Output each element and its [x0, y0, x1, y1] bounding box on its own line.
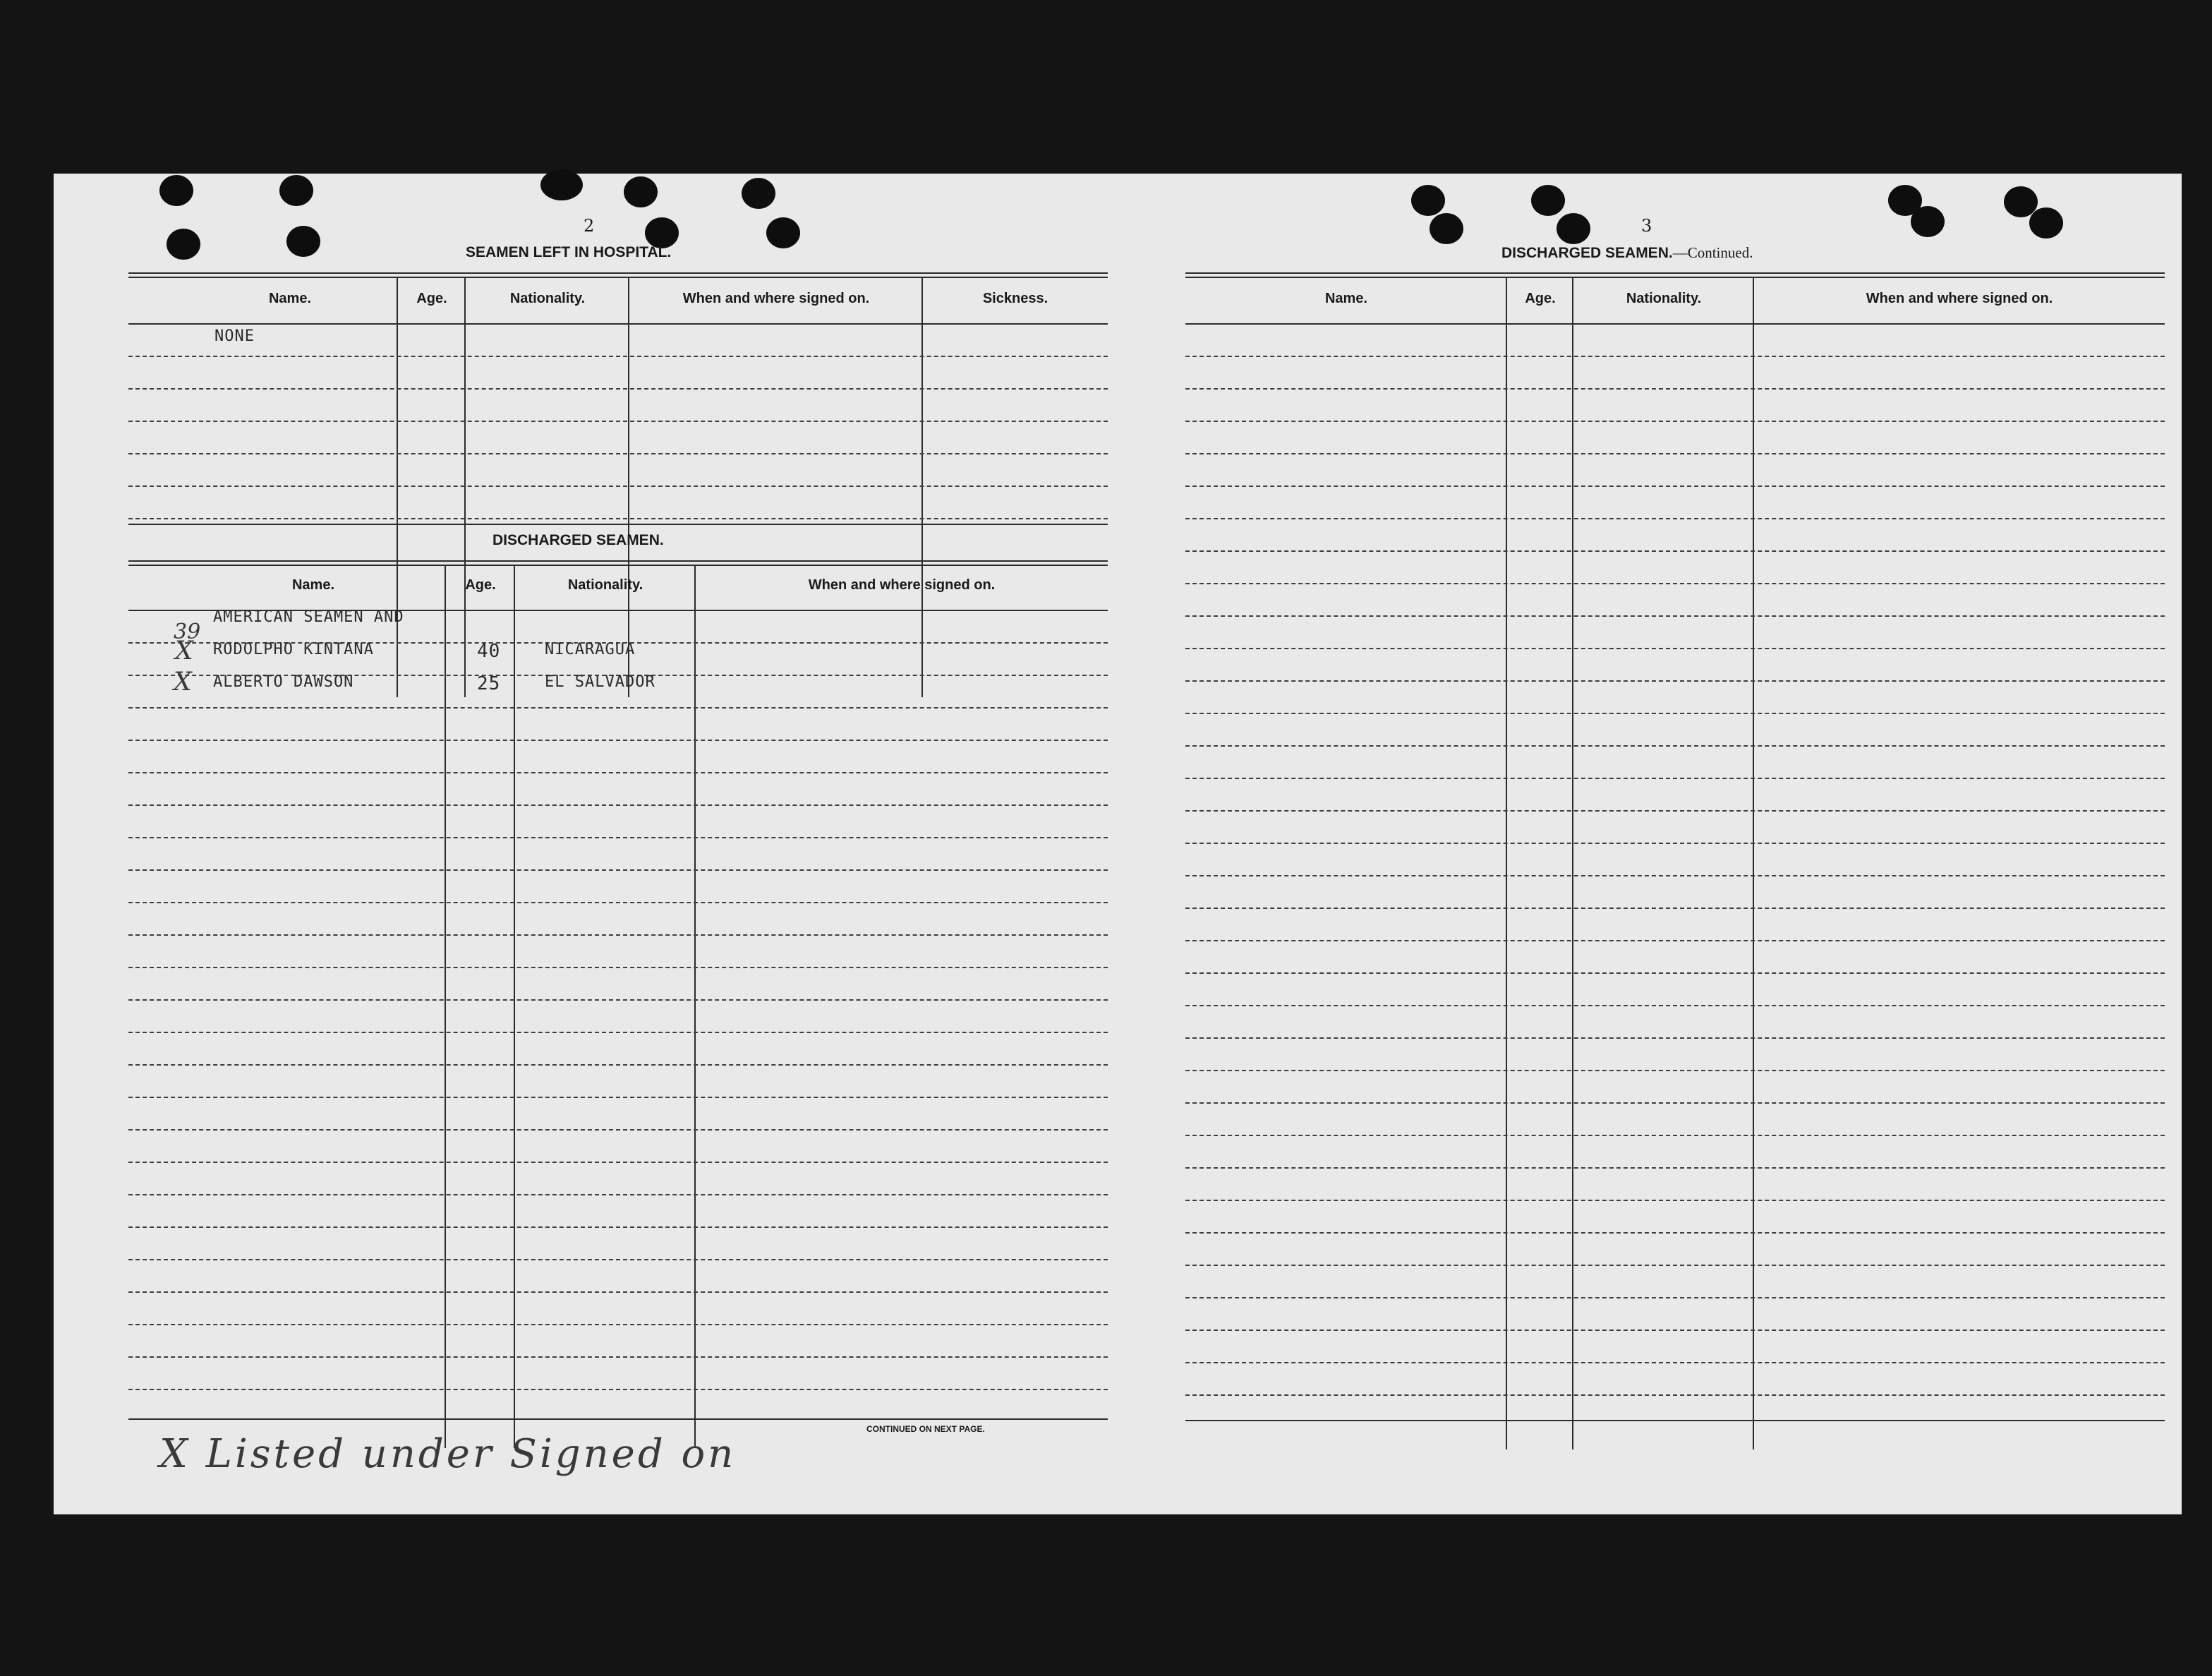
- right-header-signed-on: When and where signed on.: [1866, 291, 2053, 306]
- row-line: [128, 518, 1108, 519]
- right-header-age: Age.: [1525, 291, 1556, 306]
- row-line: [128, 1356, 1108, 1358]
- row-line: [1185, 421, 2165, 422]
- row-line: [128, 934, 1108, 936]
- row-line: [1185, 356, 2165, 357]
- row-line: [1185, 972, 2165, 974]
- punch-hole: [1531, 185, 1565, 216]
- hospital-section-title: SEAMEN LEFT IN HOSPITAL.: [466, 244, 672, 260]
- row-line: [128, 1291, 1108, 1293]
- discharged-table-bottom-rule: [128, 1418, 1108, 1420]
- punch-hole: [1911, 206, 1945, 237]
- row-line: [1185, 388, 2165, 390]
- row-line: [128, 804, 1108, 806]
- row-line: [1185, 778, 2165, 779]
- row-line: [1185, 875, 2165, 876]
- row-line: [128, 1162, 1108, 1163]
- row-line: [1185, 1200, 2165, 1201]
- row-line: [1185, 810, 2165, 812]
- column-divider: [921, 278, 923, 697]
- row-line: [1185, 1362, 2165, 1363]
- check-mark: X: [175, 637, 193, 665]
- row-line: [128, 967, 1108, 968]
- row-line: [128, 486, 1108, 487]
- column-divider: [694, 566, 696, 1448]
- discharged-header-signed-on: When and where signed on.: [808, 577, 996, 593]
- record-sheet: [54, 174, 2182, 1514]
- column-divider: [445, 566, 446, 1448]
- row-line: [1185, 1135, 2165, 1136]
- row-line: [1185, 1167, 2165, 1169]
- right-section-title: [1501, 244, 1753, 262]
- row-line: [128, 902, 1108, 903]
- right-title-suffix: —Continued.: [1672, 244, 1753, 261]
- punch-hole: [540, 169, 583, 200]
- hospital-header-sickness: Sickness.: [982, 291, 1048, 306]
- row-line: [128, 1226, 1108, 1228]
- row-line: [128, 999, 1108, 1001]
- punch-hole: [167, 229, 200, 260]
- row-line: [128, 1097, 1108, 1098]
- punch-hole: [742, 178, 775, 209]
- row-line: [1185, 648, 2165, 649]
- row-line: [128, 1389, 1108, 1390]
- margin-note: 39: [174, 620, 201, 644]
- punch-hole: [1411, 185, 1445, 216]
- row-line: [128, 772, 1108, 773]
- punch-hole: [1557, 213, 1590, 244]
- row-line: [128, 453, 1108, 454]
- right-table-top-rule: [1185, 277, 2165, 278]
- hospital-header-signed-on: When and where signed on.: [682, 291, 870, 306]
- handwritten-note: X Listed under Signed on: [159, 1431, 737, 1477]
- right-title-main: DISCHARGED SEAMEN.: [1501, 245, 1673, 261]
- row-line: [128, 356, 1108, 357]
- hospital-table-top-rule: [128, 277, 1108, 278]
- discharged-table-top-rule: [128, 560, 1108, 562]
- page-number: 2: [584, 216, 595, 236]
- discharged-row-name: ALBERTO DAWSON: [213, 673, 354, 691]
- row-line: [1185, 843, 2165, 844]
- column-divider: [628, 278, 629, 697]
- row-line: [128, 869, 1108, 871]
- row-line: [1185, 1037, 2165, 1039]
- row-line: [1185, 1005, 2165, 1006]
- row-line: [128, 1194, 1108, 1195]
- discharged-header-name: Name.: [291, 577, 335, 593]
- row-line: [128, 837, 1108, 838]
- row-line: [1185, 680, 2165, 682]
- punch-hole: [159, 175, 193, 206]
- discharged-header-age: Age.: [465, 577, 496, 593]
- column-divider: [464, 278, 466, 697]
- row-line: [128, 388, 1108, 390]
- row-line: [1185, 908, 2165, 909]
- row-line: [1185, 1265, 2165, 1266]
- row-line: [1185, 713, 2165, 714]
- check-mark: X: [174, 668, 192, 697]
- row-line: [128, 1129, 1108, 1131]
- page-number: 3: [1641, 216, 1652, 236]
- row-line: [1185, 486, 2165, 487]
- discharged-row-name: RODOLPHO KINTANA: [213, 641, 374, 658]
- column-divider: [397, 278, 398, 697]
- row-line: [128, 1032, 1108, 1033]
- row-line: [1185, 583, 2165, 584]
- row-line: [1185, 1330, 2165, 1331]
- row-line: [128, 740, 1108, 741]
- punch-hole: [286, 226, 320, 257]
- column-divider: [514, 566, 515, 1448]
- row-line: [1185, 1232, 2165, 1234]
- hospital-table-bottom-rule: [128, 524, 1108, 525]
- header-rule: [128, 323, 1108, 325]
- right-table-top-rule: [1185, 272, 2165, 274]
- discharged-row-nationality: NICARAGUA: [545, 641, 636, 658]
- hospital-header-age: Age.: [416, 291, 447, 306]
- row-line: [128, 1259, 1108, 1260]
- discharged-row-nationality: EL SALVADOR: [545, 673, 655, 691]
- right-table-bottom-rule: [1185, 1420, 2165, 1421]
- continued-footer: CONTINUED ON NEXT PAGE.: [866, 1424, 985, 1434]
- hospital-header-name: Name.: [268, 291, 312, 306]
- row-line: [1185, 1394, 2165, 1396]
- hospital-header-nationality: Nationality.: [509, 291, 586, 306]
- row-line: [1185, 518, 2165, 519]
- row-line: [1185, 940, 2165, 941]
- discharged-table-top-rule: [128, 565, 1108, 566]
- right-header-nationality: Nationality.: [1626, 291, 1702, 306]
- row-line: [1185, 1102, 2165, 1104]
- row-line: [1185, 453, 2165, 454]
- row-line: [1185, 615, 2165, 617]
- row-line: [1185, 1297, 2165, 1298]
- header-rule: [1185, 323, 2165, 325]
- discharged-row-age: 40: [477, 641, 501, 662]
- row-line: [1185, 550, 2165, 552]
- hospital-row-name: NONE: [214, 327, 255, 345]
- discharged-row-age: 25: [477, 673, 501, 694]
- hospital-table-top-rule: [128, 272, 1108, 274]
- row-line: [1185, 1070, 2165, 1071]
- punch-hole: [1430, 213, 1463, 244]
- row-line: [128, 1064, 1108, 1066]
- row-line: [128, 1324, 1108, 1325]
- row-line: [1185, 745, 2165, 747]
- discharged-row-name: AMERICAN SEAMEN AND: [213, 608, 404, 626]
- right-header-name: Name.: [1324, 291, 1368, 306]
- punch-hole: [766, 217, 800, 248]
- discharged-section-title: DISCHARGED SEAMEN.: [492, 532, 664, 548]
- punch-hole: [279, 175, 313, 206]
- discharged-header-nationality: Nationality.: [567, 577, 643, 593]
- punch-hole: [2029, 207, 2063, 239]
- row-line: [128, 421, 1108, 422]
- punch-hole: [624, 176, 658, 207]
- row-line: [128, 707, 1108, 709]
